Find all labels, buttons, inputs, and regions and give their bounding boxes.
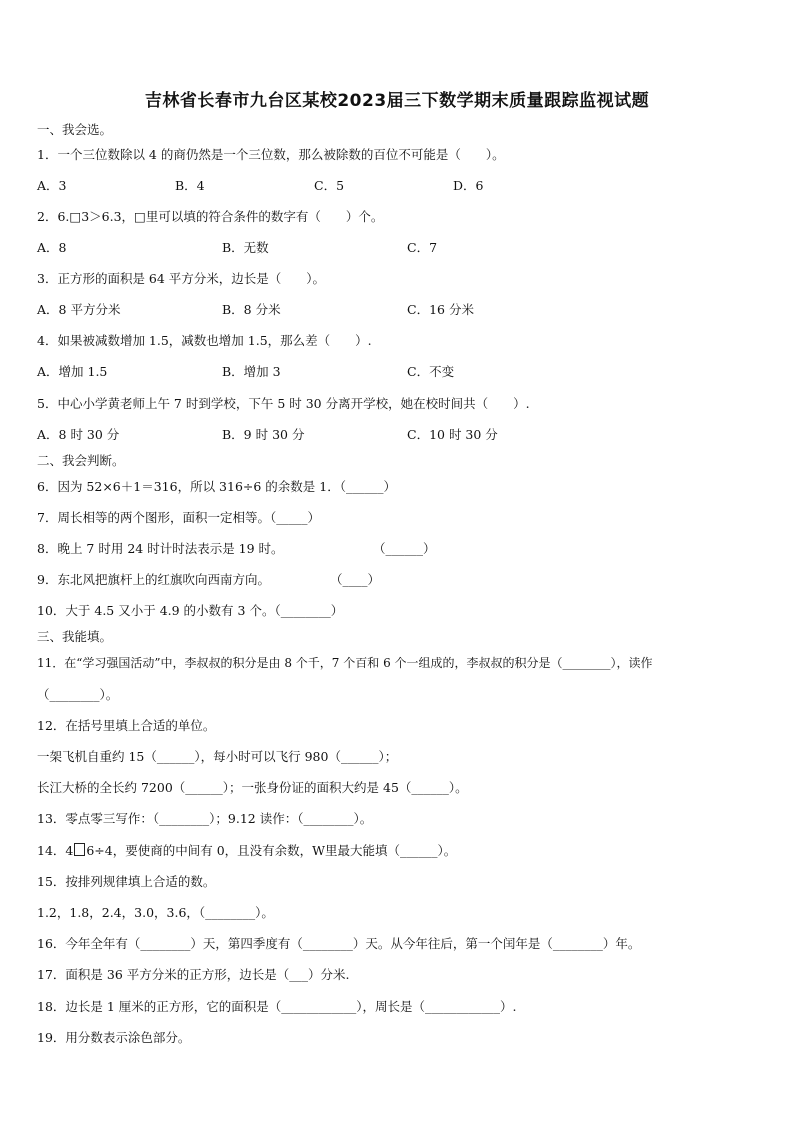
q5-option-b: B．9 时 30 分 <box>222 427 305 442</box>
question-12: 12．在括号里填上合适的单位。 <box>37 718 216 733</box>
question-13: 13．零点零三写作：（________）；9.12 读作：（________）。 <box>37 811 373 826</box>
q1-option-a: A．3 <box>37 178 67 193</box>
q5-option-c: C．10 时 30 分 <box>407 427 498 442</box>
q3-option-c: C．16 分米 <box>407 302 474 317</box>
question-5: 5．中心小学黄老师上午 7 时到学校，下午 5 时 30 分离开学校，她在校时间共（ ）. <box>37 396 530 411</box>
question-15: 15．按排列规律填上合适的数。 <box>37 874 216 889</box>
q3-option-a: A．8 平方分米 <box>37 302 121 317</box>
q4-option-a: A．增加 1.5 <box>37 364 108 379</box>
question-11-line-1: 11．在“学习强国活动”中，李叔叔的积分是由 8 个千，7 个百和 6 个一组成的，李叔叔的积分是（________），读作 <box>37 656 653 670</box>
question-12-line-a: 一架飞机自重约 15（______），每小时可以飞行 980（______）； <box>37 749 398 764</box>
q2-option-a: A．8 <box>37 240 67 255</box>
question-1: 1．一个三位数除以 4 的商仍然是一个三位数，那么被除数的百位不可能是（ ）。 <box>37 147 505 162</box>
q4-option-b: B．增加 3 <box>222 364 281 379</box>
q5-option-a: A．8 时 30 分 <box>37 427 120 442</box>
question-15-sequence: 1.2，1.8，2.4，3.0，3.6，（________）。 <box>37 905 274 920</box>
question-16: 16．今年全年有（________）天，第四季度有（________）天。从今年往后，第一个闰年是（________）年。 <box>37 936 641 951</box>
question-8: 8．晚上 7 时用 24 时计时法表示是 19 时。 <box>37 541 284 556</box>
question-12-line-b: 长江大桥的全长约 7200（______）；一张身份证的面积大约是 45（______）。 <box>37 780 468 795</box>
section-heading-2: 二、我会判断。 <box>37 453 125 468</box>
question-14-prefix: 14．4 <box>37 843 74 858</box>
q4-option-c: C．不变 <box>407 364 455 379</box>
question-9-blank: （____） <box>330 572 381 587</box>
question-14 <box>37 843 456 859</box>
q1-option-d: D．6 <box>453 178 484 193</box>
question-19: 19．用分数表示涂色部分。 <box>37 1030 191 1045</box>
q3-option-b: B．8 分米 <box>222 302 281 317</box>
q2-option-b: B．无数 <box>222 240 269 255</box>
question-9: 9．东北风把旗杆上的红旗吹向西南方向。 <box>37 572 270 587</box>
question-4: 4．如果被减数增加 1.5，减数也增加 1.5，那么差（ ）. <box>37 333 372 348</box>
question-10: 10．大于 4.5 又小于 4.9 的小数有 3 个。（________） <box>37 603 344 618</box>
q1-option-b: B．4 <box>175 178 205 193</box>
question-8-blank: （______） <box>373 541 436 556</box>
section-heading-1: 一、我会选。 <box>37 122 113 137</box>
q1-option-c: C．5 <box>314 178 345 193</box>
question-2: 2．6.□3＞6.3，□里可以填的符合条件的数字有（ ）个。 <box>37 209 384 224</box>
section-heading-3: 三、我能填。 <box>37 629 113 644</box>
question-11-line-2: （________）。 <box>37 687 119 702</box>
page-title: 吉林省长春市九台区某校2023届三下数学期末质量跟踪监视试题 <box>144 91 650 111</box>
question-17: 17．面积是 36 平方分米的正方形，边长是（___）分米. <box>37 967 350 982</box>
question-7: 7．周长相等的两个图形，面积一定相等。（_____） <box>37 510 320 525</box>
question-6: 6．因为 52×6＋1＝316，所以 316÷6 的余数是 1．（______） <box>37 479 396 494</box>
blank-square-icon <box>74 843 85 856</box>
q2-option-c: C．7 <box>407 240 438 255</box>
question-18: 18．边长是 1 厘米的正方形，它的面积是（____________），周长是（____________）. <box>37 999 517 1014</box>
question-3: 3．正方形的面积是 64 平方分米，边长是（ ）。 <box>37 271 326 286</box>
question-14-suffix: 6÷4，要使商的中间有 0，且没有余数，W里最大能填（______）。 <box>86 843 457 858</box>
